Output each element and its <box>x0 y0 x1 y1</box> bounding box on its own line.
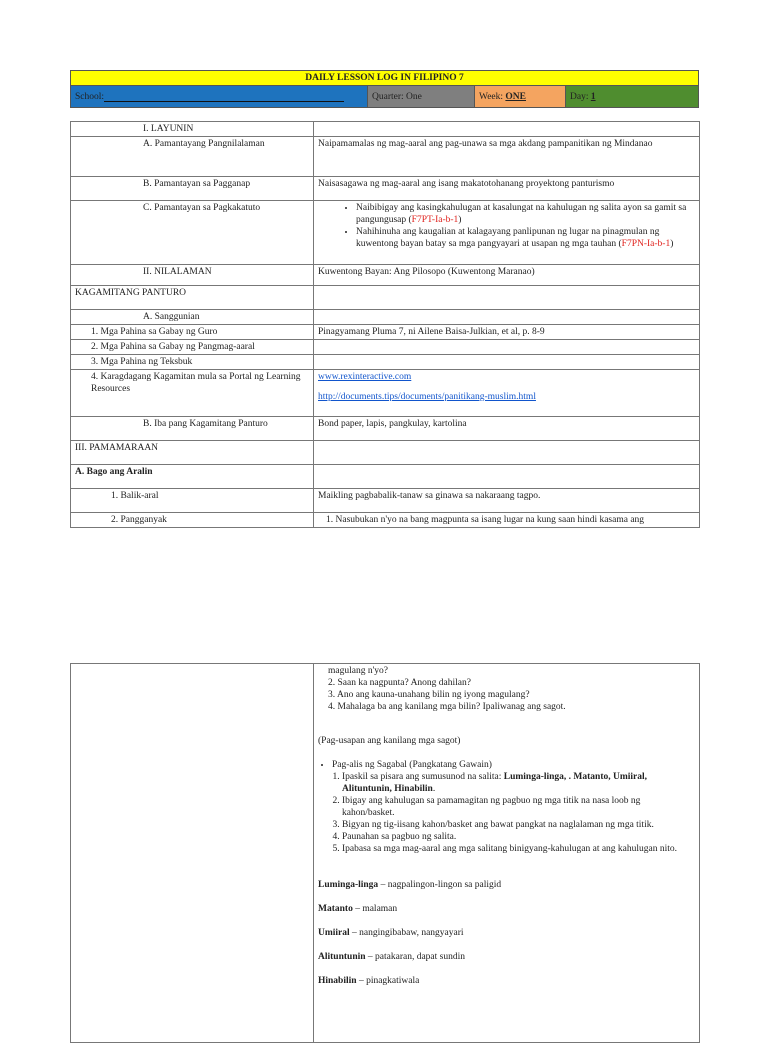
day-label: Day: <box>570 91 589 102</box>
bago-ang-aralin-blank <box>314 465 700 489</box>
kagamitang-panturo-label: KAGAMITANG PANTURO <box>71 286 314 310</box>
vocab-item: Matanto – malaman <box>318 904 398 914</box>
sagabal-heading: • Pag-alis ng Sagabal (Pangkatang Gawain) <box>332 759 695 771</box>
lesson-table-page1 <box>70 121 700 528</box>
page2-content <box>314 664 700 1043</box>
competency-item: • Nahihinuha ang kaugalian at kalagayang panlipunan ng lugar na pinagmulan ng kuwentong bayan batay sa mga pangyayari at usapan ng mga tauhan (F7PN-Ia-b-1) <box>356 226 695 250</box>
sagabal-words: Luminga-linga, . Matanto, Umiiral, Alituntunin, Hinabilin <box>342 772 648 794</box>
question-4: Mahalaga ba ang kanilang mga bilin? Ipaliwanag ang sagot. <box>337 702 566 712</box>
balik-aral-label: 1. Balik-aral <box>71 489 314 513</box>
week-value: ONE <box>505 91 526 102</box>
sanggunian-label: A. Sanggunian <box>71 310 314 325</box>
sagabal-step-3: 3. Bigyan ng tig-iisang kahon/basket ang bawat pangkat na naglalaman ng mga titik. <box>342 819 695 831</box>
teksbuk-label: 3. Mga Pahina ng Teksbuk <box>71 355 314 370</box>
nilalaman-value: Kuwentong Bayan: Ang Pilosopo (Kuwentong Maranao) <box>314 265 700 286</box>
competency-item: • Naibibigay ang kasingkahulugan at kasalungat na kahulugan ng salita ayon sa gamit sa pangungusap (F7PT-Ia-b-1) <box>356 202 695 226</box>
vocab-list <box>318 879 695 987</box>
lesson-table-page2 <box>70 663 700 1043</box>
quarter-cell: Quarter: One <box>368 86 475 108</box>
sagabal-step-2: 2. Ibigay ang kahulugan sa pamamagitan ng pagbuo ng mga titik na nasa loob ng kahon/basket. <box>342 795 695 819</box>
week-cell <box>475 86 566 108</box>
pangganyak-continuation: magulang n'yo? <box>328 666 389 676</box>
pamamaraan-label: III. PAMAMARAAN <box>71 441 314 465</box>
page2-left-blank <box>71 664 314 1043</box>
pamantayang-pangnilalaman-value: Naipamamalas ng mag-aaral ang pag-unawa sa mga akdang pampanitikan ng Mindanao <box>314 137 700 177</box>
vocab-item: Umiiral – nangingibabaw, nangyayari <box>318 928 464 938</box>
balik-aral-value: Maikling pagbabalik-tanaw sa ginawa sa nakaraang tagpo. <box>314 489 700 513</box>
documents-tips-link[interactable]: http://documents.tips/documents/panitikang-muslim.html <box>318 392 536 402</box>
vocab-item: Hinabilin – pinagkatiwala <box>318 976 420 986</box>
gabay-guro-value: Pinagyamang Pluma 7, ni Ailene Baisa-Julkian, et al, p. 8-9 <box>314 325 700 340</box>
vocab-item: Luminga-linga – nagpalingon-lingon sa paligid <box>318 880 502 890</box>
kagamitang-panturo-blank <box>314 286 700 310</box>
layunin-blank <box>314 122 700 137</box>
pamantayang-pangnilalaman-label: A. Pamantayang Pangnilalaman <box>71 137 314 177</box>
rexinteractive-link[interactable]: www.rexinteractive.com <box>318 372 412 382</box>
competency-code: F7PN-Ia-b-1 <box>621 239 671 249</box>
sagabal-step-1: 1. Ipaskil sa pisara ang sumusunod na salita: Luminga-linga, . Matanto, Umiiral, Alituntunin, Hinabilin. <box>342 771 695 795</box>
sanggunian-blank <box>314 310 700 325</box>
question-list: 2. Saan ka nagpunta? Anong dahilan? 3. Ano ang kauna-unahang bilin ng iyong magulang? 4. Mahalaga ba ang kanilang mga bilin? Ipaliwanag ang sagot. <box>328 678 566 712</box>
pamamaraan-blank <box>314 441 700 465</box>
pamantayan-pagkakatuto-label: C. Pamantayan sa Pagkakatuto <box>71 201 314 265</box>
learning-resources-label: 4. Karagdagang Kagamitan mula sa Portal ng Learning Resources <box>71 370 314 417</box>
header-table <box>70 70 699 108</box>
school-label: School: <box>75 92 105 102</box>
pag-usapan-note: (Pag-usapan ang kanilang mga sagot) <box>318 736 461 746</box>
week-label: Week: <box>479 91 504 102</box>
iba-pang-kagamitan-label: B. Iba pang Kagamitang Panturo <box>71 417 314 441</box>
competency-code: F7PT-Ia-b-1 <box>411 215 459 225</box>
day-cell <box>566 86 699 108</box>
gabay-pangmag-aaral-value <box>314 340 700 355</box>
question-3: Ano ang kauna-unahang bilin ng iyong magulang? <box>336 690 530 700</box>
document-title: DAILY LESSON LOG IN FILIPINO 7 <box>71 71 699 86</box>
pangganyak-label: 2. Pangganyak <box>71 513 314 528</box>
sagabal-step-4: 4. Paunahan sa pagbuo ng salita. <box>342 831 695 843</box>
learning-resources-value <box>314 370 700 417</box>
pamantayan-pagganap-value: Naisasagawa ng mag-aaral ang isang makatotohanang proyektong panturismo <box>314 177 700 201</box>
teksbuk-value <box>314 355 700 370</box>
bago-ang-aralin-label: A. Bago ang Aralin <box>71 465 314 489</box>
day-value: 1 <box>590 91 596 102</box>
nilalaman-label: II. NILALAMAN <box>71 265 314 286</box>
layunin-heading: I. LAYUNIN <box>71 122 314 137</box>
sagabal-step-5: 5. Ipabasa sa mga mag-aaral ang mga salitang binigyang-kahulugan at ang kahulugan nito. <box>342 843 695 855</box>
pamantayan-pagkakatuto-value <box>314 201 700 265</box>
school-blank <box>104 91 344 102</box>
gabay-pangmag-aaral-label: 2. Mga Pahina sa Gabay ng Pangmag-aaral <box>71 340 314 355</box>
school-cell <box>71 86 368 108</box>
vocab-item: Alituntunin – patakaran, dapat sundin <box>318 952 465 962</box>
question-2: Saan ka nagpunta? Anong dahilan? <box>337 678 471 688</box>
pamantayan-pagganap-label: B. Pamantayan sa Pagganap <box>71 177 314 201</box>
gabay-guro-label: 1. Mga Pahina sa Gabay ng Guro <box>71 325 314 340</box>
iba-pang-kagamitan-value: Bond paper, lapis, pangkulay, kartolina <box>314 417 700 441</box>
pangganyak-value: 1. Nasubukan n'yo na bang magpunta sa isang lugar na kung saan hindi kasama ang <box>314 513 700 528</box>
